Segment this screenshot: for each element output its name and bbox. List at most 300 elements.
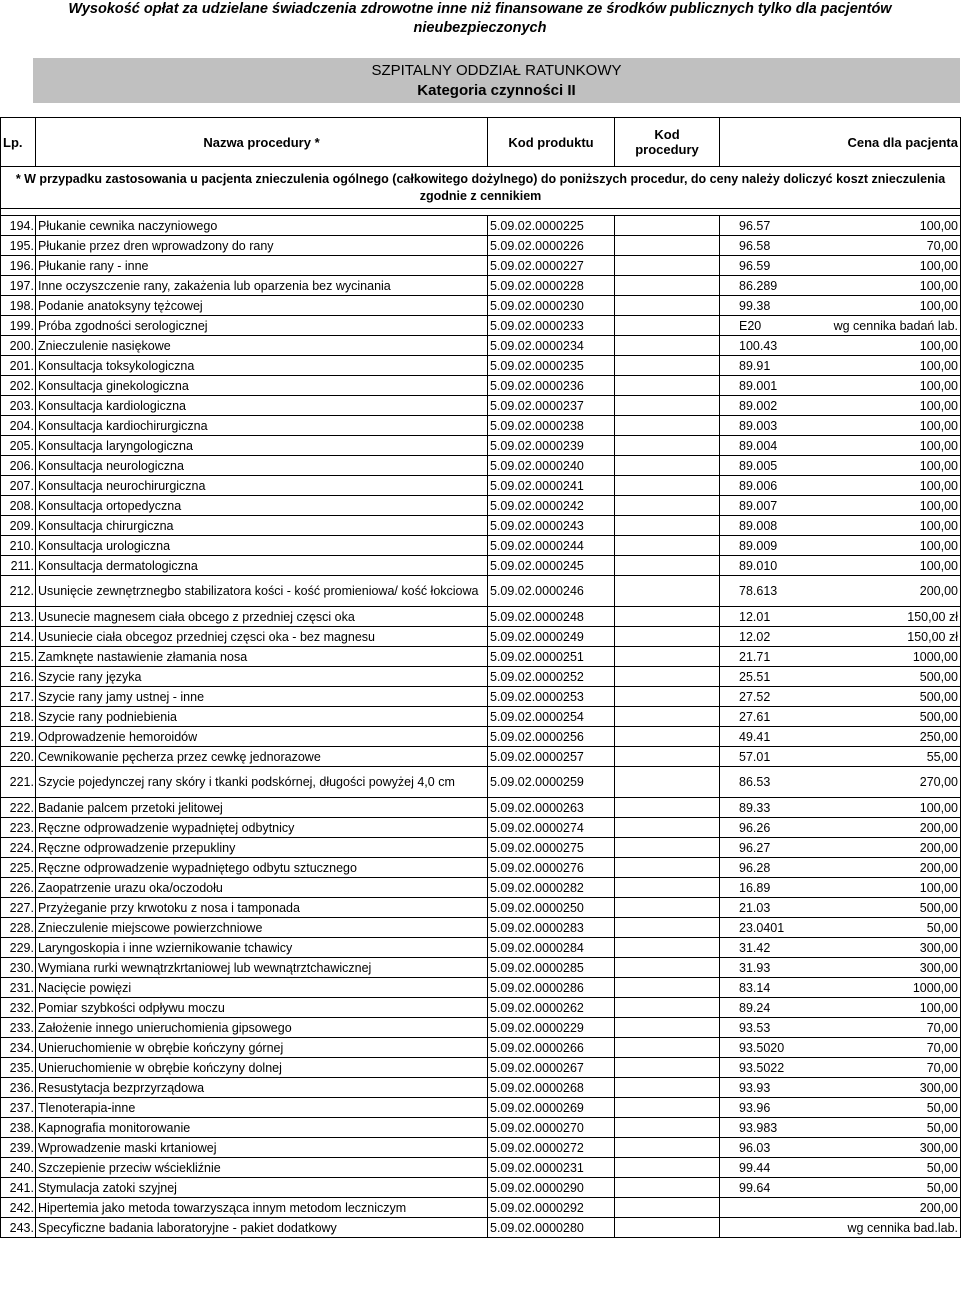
price-table [0, 117, 960, 1238]
row-price: 50,00 [720, 1118, 961, 1138]
row-product-code: 5.09.02.0000235 [488, 356, 615, 376]
table-row [1, 767, 961, 798]
table-row [1, 296, 961, 316]
row-product-code: 5.09.02.0000276 [488, 858, 615, 878]
row-procedure-code: 57.01 [615, 747, 720, 767]
row-lp: 204. [1, 416, 36, 436]
row-lp: 238. [1, 1118, 36, 1138]
row-product-code: 5.09.02.0000246 [488, 576, 615, 607]
row-procedure-code: 96.03 [615, 1138, 720, 1158]
row-procedure-name: Konsultacja kardiologiczna [36, 396, 488, 416]
table-row [1, 978, 961, 998]
row-procedure-code: E20 [615, 316, 720, 336]
table-row [1, 556, 961, 576]
row-lp: 220. [1, 747, 36, 767]
row-price: 500,00 [720, 898, 961, 918]
row-procedure-name: Specyficzne badania laboratoryjne - pakiet dodatkowy [36, 1218, 488, 1238]
row-procedure-name: Znieczulenie miejscowe powierzchniowe [36, 918, 488, 938]
row-procedure-code: 100.43 [615, 336, 720, 356]
row-price: 70,00 [720, 1018, 961, 1038]
table-row [1, 898, 961, 918]
row-price: 200,00 [720, 1198, 961, 1218]
note-row [1, 167, 961, 209]
row-procedure-name: Konsultacja neurologiczna [36, 456, 488, 476]
table-row [1, 396, 961, 416]
row-product-code: 5.09.02.0000225 [488, 216, 615, 236]
row-procedure-code: 78.613 [615, 576, 720, 607]
row-procedure-code: 96.58 [615, 236, 720, 256]
row-procedure-name: Konsultacja ginekologiczna [36, 376, 488, 396]
row-product-code: 5.09.02.0000239 [488, 436, 615, 456]
table-row [1, 1058, 961, 1078]
row-procedure-name: Odprowadzenie hemoroidów [36, 727, 488, 747]
row-product-code: 5.09.02.0000228 [488, 276, 615, 296]
row-price: 100,00 [720, 798, 961, 818]
row-procedure-code: 83.14 [615, 978, 720, 998]
row-price: 50,00 [720, 1178, 961, 1198]
row-price: 300,00 [720, 1138, 961, 1158]
row-lp: 213. [1, 607, 36, 627]
row-procedure-code: 99.64 [615, 1178, 720, 1198]
table-row [1, 356, 961, 376]
table-row [1, 818, 961, 838]
row-price: wg cennika bad.lab. [720, 1218, 961, 1238]
table-row [1, 236, 961, 256]
row-procedure-name: Nacięcie powięzi [36, 978, 488, 998]
row-lp: 195. [1, 236, 36, 256]
row-lp: 197. [1, 276, 36, 296]
table-row [1, 647, 961, 667]
row-product-code: 5.09.02.0000254 [488, 707, 615, 727]
row-procedure-name: Ręczne odprowadzenie wypadniętego odbytu sztucznego [36, 858, 488, 878]
row-product-code: 5.09.02.0000290 [488, 1178, 615, 1198]
table-row [1, 456, 961, 476]
table-row [1, 918, 961, 938]
row-lp: 199. [1, 316, 36, 336]
row-procedure-name: Konsultacja urologiczna [36, 536, 488, 556]
table-row [1, 496, 961, 516]
row-procedure-name: Podanie anatoksyny tężcowej [36, 296, 488, 316]
row-lp: 209. [1, 516, 36, 536]
row-procedure-code: 93.983 [615, 1118, 720, 1138]
row-lp: 241. [1, 1178, 36, 1198]
row-price: 100,00 [720, 998, 961, 1018]
row-procedure-name: Ręczne odprowadzenie przepukliny [36, 838, 488, 858]
row-procedure-code: 89.33 [615, 798, 720, 818]
row-procedure-code: 89.91 [615, 356, 720, 376]
row-product-code: 5.09.02.0000227 [488, 256, 615, 276]
table-row [1, 707, 961, 727]
table-row [1, 667, 961, 687]
row-procedure-code: 27.61 [615, 707, 720, 727]
row-product-code: 5.09.02.0000268 [488, 1078, 615, 1098]
table-row [1, 576, 961, 607]
table-row [1, 476, 961, 496]
row-procedure-code: 89.008 [615, 516, 720, 536]
row-product-code: 5.09.02.0000272 [488, 1138, 615, 1158]
row-lp: 198. [1, 296, 36, 316]
row-product-code: 5.09.02.0000229 [488, 1018, 615, 1038]
row-procedure-code: 99.38 [615, 296, 720, 316]
row-lp: 221. [1, 767, 36, 798]
row-procedure-code: 31.93 [615, 958, 720, 978]
row-price: 100,00 [720, 256, 961, 276]
row-lp: 242. [1, 1198, 36, 1218]
row-lp: 196. [1, 256, 36, 276]
table-row [1, 858, 961, 878]
row-lp: 203. [1, 396, 36, 416]
row-product-code: 5.09.02.0000257 [488, 747, 615, 767]
row-price: 100,00 [720, 356, 961, 376]
table-row [1, 276, 961, 296]
table-row [1, 727, 961, 747]
row-procedure-name: Konsultacja kardiochirurgiczna [36, 416, 488, 436]
row-procedure-name: Konsultacja dermatologiczna [36, 556, 488, 576]
row-procedure-name: Konsultacja chirurgiczna [36, 516, 488, 536]
row-price: 100,00 [720, 216, 961, 236]
row-procedure-name: Wymiana rurki wewnątrzkrtaniowej lub wewnątrztchawicznej [36, 958, 488, 978]
table-row [1, 627, 961, 647]
row-procedure-code: 96.28 [615, 858, 720, 878]
row-procedure-name: Usunięcie zewnętrznegbo stabilizatora kości - kość promieniowa/ kość łokciowa [36, 576, 488, 607]
row-price: 100,00 [720, 416, 961, 436]
document-title-line-1: Wysokość opłat za udzielane świadczenia zdrowotne inne niż finansowane ze środków publicznych tylko dla pacjentów [68, 1, 892, 17]
row-procedure-name: Ręczne odprowadzenie wypadniętej odbytnicy [36, 818, 488, 838]
row-lp: 229. [1, 938, 36, 958]
row-product-code: 5.09.02.0000244 [488, 536, 615, 556]
row-product-code: 5.09.02.0000236 [488, 376, 615, 396]
row-procedure-code: 31.42 [615, 938, 720, 958]
row-procedure-code: 93.53 [615, 1018, 720, 1038]
table-row [1, 216, 961, 236]
row-product-code: 5.09.02.0000226 [488, 236, 615, 256]
row-procedure-name: Pomiar szybkości odpływu moczu [36, 998, 488, 1018]
row-procedure-name: Szycie rany jamy ustnej - inne [36, 687, 488, 707]
row-product-code: 5.09.02.0000274 [488, 818, 615, 838]
table-row [1, 516, 961, 536]
row-lp: 210. [1, 536, 36, 556]
row-procedure-code: 86.53 [615, 767, 720, 798]
row-product-code: 5.09.02.0000269 [488, 1098, 615, 1118]
row-product-code: 5.09.02.0000233 [488, 316, 615, 336]
row-procedure-name: Konsultacja toksykologiczna [36, 356, 488, 376]
table-row [1, 1138, 961, 1158]
row-procedure-code: 89.004 [615, 436, 720, 456]
row-lp: 231. [1, 978, 36, 998]
row-product-code: 5.09.02.0000237 [488, 396, 615, 416]
header-procedure-code-line-1: Kod [654, 127, 680, 142]
row-price: 100,00 [720, 436, 961, 456]
row-procedure-name: Znieczulenie nasiękowe [36, 336, 488, 356]
row-product-code: 5.09.02.0000241 [488, 476, 615, 496]
row-product-code: 5.09.02.0000275 [488, 838, 615, 858]
row-lp: 211. [1, 556, 36, 576]
table-row [1, 938, 961, 958]
row-product-code: 5.09.02.0000270 [488, 1118, 615, 1138]
row-procedure-name: Założenie innego unieruchomienia gipsowego [36, 1018, 488, 1038]
row-product-code: 5.09.02.0000262 [488, 998, 615, 1018]
row-price: 200,00 [720, 838, 961, 858]
row-price: 200,00 [720, 818, 961, 838]
row-price: 100,00 [720, 296, 961, 316]
row-product-code: 5.09.02.0000238 [488, 416, 615, 436]
row-lp: 237. [1, 1098, 36, 1118]
row-price: 500,00 [720, 667, 961, 687]
table-row [1, 1198, 961, 1218]
row-procedure-code: 89.003 [615, 416, 720, 436]
table-row [1, 747, 961, 767]
row-price: 200,00 [720, 576, 961, 607]
row-procedure-name: Szycie rany podniebienia [36, 707, 488, 727]
row-product-code: 5.09.02.0000267 [488, 1058, 615, 1078]
row-procedure-code [615, 1198, 720, 1218]
row-product-code: 5.09.02.0000234 [488, 336, 615, 356]
row-lp: 214. [1, 627, 36, 647]
row-lp: 194. [1, 216, 36, 236]
row-procedure-code: 89.006 [615, 476, 720, 496]
row-price: 100,00 [720, 556, 961, 576]
table-row [1, 1038, 961, 1058]
row-product-code: 5.09.02.0000266 [488, 1038, 615, 1058]
spacer-row [1, 209, 961, 216]
row-procedure-name: Resustytacja bezprzyrządowa [36, 1078, 488, 1098]
row-price: 100,00 [720, 496, 961, 516]
table-row [1, 1218, 961, 1238]
table-row [1, 687, 961, 707]
row-procedure-code: 96.27 [615, 838, 720, 858]
row-price: 100,00 [720, 276, 961, 296]
row-procedure-code: 93.5020 [615, 1038, 720, 1058]
row-procedure-name: Unieruchomienie w obrębie kończyny dolnej [36, 1058, 488, 1078]
row-lp: 228. [1, 918, 36, 938]
row-lp: 200. [1, 336, 36, 356]
spacer-cell [1, 209, 961, 216]
row-procedure-code: 93.5022 [615, 1058, 720, 1078]
row-product-code: 5.09.02.0000231 [488, 1158, 615, 1178]
table-row [1, 416, 961, 436]
row-procedure-name: Próba zgodności serologicznej [36, 316, 488, 336]
row-procedure-name: Konsultacja ortopedyczna [36, 496, 488, 516]
table-row [1, 838, 961, 858]
row-product-code: 5.09.02.0000252 [488, 667, 615, 687]
row-price: 100,00 [720, 396, 961, 416]
row-procedure-name: Stymulacja zatoki szyjnej [36, 1178, 488, 1198]
row-procedure-name: Konsultacja laryngologiczna [36, 436, 488, 456]
table-row [1, 1158, 961, 1178]
table-row [1, 256, 961, 276]
row-procedure-code: 96.26 [615, 818, 720, 838]
row-procedure-code: 89.24 [615, 998, 720, 1018]
row-lp: 212. [1, 576, 36, 607]
row-product-code: 5.09.02.0000284 [488, 938, 615, 958]
header-procedure-code [615, 118, 720, 167]
row-procedure-code: 89.010 [615, 556, 720, 576]
row-product-code: 5.09.02.0000259 [488, 767, 615, 798]
section-category: Kategoria czynności II [417, 82, 576, 99]
table-row [1, 1018, 961, 1038]
row-procedure-name: Zamknęte nastawienie złamania nosa [36, 647, 488, 667]
header-lp: Lp. [1, 118, 36, 167]
table-row [1, 878, 961, 898]
row-price: 1000,00 [720, 978, 961, 998]
row-procedure-name: Tlenoterapia-inne [36, 1098, 488, 1118]
row-price: 50,00 [720, 1158, 961, 1178]
row-procedure-name: Zaopatrzenie urazu oka/oczodołu [36, 878, 488, 898]
row-price: 500,00 [720, 707, 961, 727]
table-row [1, 1118, 961, 1138]
row-lp: 232. [1, 998, 36, 1018]
section-banner [33, 58, 960, 103]
row-lp: 233. [1, 1018, 36, 1038]
row-lp: 225. [1, 858, 36, 878]
row-price: 1000,00 [720, 647, 961, 667]
row-lp: 216. [1, 667, 36, 687]
row-procedure-code: 89.002 [615, 396, 720, 416]
row-lp: 243. [1, 1218, 36, 1238]
table-row [1, 536, 961, 556]
document-title [0, 0, 960, 38]
row-price: 100,00 [720, 336, 961, 356]
row-procedure-code: 49.41 [615, 727, 720, 747]
row-procedure-code: 96.57 [615, 216, 720, 236]
row-procedure-code: 89.007 [615, 496, 720, 516]
row-product-code: 5.09.02.0000280 [488, 1218, 615, 1238]
row-procedure-name: Przyżeganie przy krwotoku z nosa i tamponada [36, 898, 488, 918]
row-price: 250,00 [720, 727, 961, 747]
row-price: 270,00 [720, 767, 961, 798]
table-row [1, 336, 961, 356]
row-procedure-code [615, 1218, 720, 1238]
document-title-line-2: nieubezpieczonych [413, 20, 547, 36]
row-product-code: 5.09.02.0000249 [488, 627, 615, 647]
table-row [1, 607, 961, 627]
row-price: 70,00 [720, 1038, 961, 1058]
row-procedure-name: Płukanie rany - inne [36, 256, 488, 276]
row-procedure-code: 16.89 [615, 878, 720, 898]
row-price: 300,00 [720, 1078, 961, 1098]
row-product-code: 5.09.02.0000242 [488, 496, 615, 516]
row-product-code: 5.09.02.0000250 [488, 898, 615, 918]
row-procedure-name: Laryngoskopia i inne wziernikowanie tchawicy [36, 938, 488, 958]
row-lp: 235. [1, 1058, 36, 1078]
row-product-code: 5.09.02.0000230 [488, 296, 615, 316]
row-lp: 202. [1, 376, 36, 396]
row-procedure-name: Szycie pojedynczej rany skóry i tkanki podskórnej, długości powyżej 4,0 cm [36, 767, 488, 798]
anesthesia-note: * W przypadku zastosowania u pacjenta znieczulenia ogólnego (całkowitego dożylnego) do poniższych procedur, do ceny należy doliczyć koszt znieczulenia zgodnie z cennikiem [1, 167, 961, 209]
row-price: 200,00 [720, 858, 961, 878]
table-header-row [1, 118, 961, 167]
table-row [1, 958, 961, 978]
header-price: Cena dla pacjenta [720, 118, 961, 167]
row-lp: 224. [1, 838, 36, 858]
row-product-code: 5.09.02.0000253 [488, 687, 615, 707]
row-procedure-code: 23.0401 [615, 918, 720, 938]
row-product-code: 5.09.02.0000245 [488, 556, 615, 576]
row-price: 100,00 [720, 476, 961, 496]
row-procedure-name: Cewnikowanie pęcherza przez cewkę jednorazowe [36, 747, 488, 767]
row-lp: 208. [1, 496, 36, 516]
row-procedure-code: 25.51 [615, 667, 720, 687]
row-procedure-code: 96.59 [615, 256, 720, 276]
section-name: SZPITALNY ODDZIAŁ RATUNKOWY [371, 62, 622, 79]
row-procedure-code: 27.52 [615, 687, 720, 707]
row-procedure-code: 89.001 [615, 376, 720, 396]
row-price: 50,00 [720, 918, 961, 938]
row-price: 100,00 [720, 376, 961, 396]
table-row [1, 376, 961, 396]
row-product-code: 5.09.02.0000283 [488, 918, 615, 938]
row-lp: 236. [1, 1078, 36, 1098]
row-procedure-name: Usuniecie ciała obcegoz przedniej częsci oka - bez magnesu [36, 627, 488, 647]
row-price: 500,00 [720, 687, 961, 707]
table-row [1, 1098, 961, 1118]
row-price: 300,00 [720, 938, 961, 958]
row-procedure-code: 21.71 [615, 647, 720, 667]
row-procedure-code: 21.03 [615, 898, 720, 918]
row-product-code: 5.09.02.0000248 [488, 607, 615, 627]
row-product-code: 5.09.02.0000282 [488, 878, 615, 898]
row-procedure-name: Kapnografia monitorowanie [36, 1118, 488, 1138]
row-procedure-code: 99.44 [615, 1158, 720, 1178]
row-procedure-code: 89.005 [615, 456, 720, 476]
row-procedure-code: 93.93 [615, 1078, 720, 1098]
row-product-code: 5.09.02.0000240 [488, 456, 615, 476]
row-price: 150,00 zł [720, 607, 961, 627]
table-row [1, 1178, 961, 1198]
row-lp: 201. [1, 356, 36, 376]
row-procedure-name: Badanie palcem przetoki jelitowej [36, 798, 488, 818]
row-lp: 207. [1, 476, 36, 496]
header-procedure-code-line-2: procedury [635, 142, 699, 157]
row-lp: 223. [1, 818, 36, 838]
row-procedure-name: Inne oczyszczenie rany, zakażenia lub oparzenia bez wycinania [36, 276, 488, 296]
row-product-code: 5.09.02.0000286 [488, 978, 615, 998]
table-row [1, 998, 961, 1018]
row-product-code: 5.09.02.0000243 [488, 516, 615, 536]
row-lp: 215. [1, 647, 36, 667]
row-lp: 205. [1, 436, 36, 456]
row-lp: 217. [1, 687, 36, 707]
row-price: 50,00 [720, 1098, 961, 1118]
row-procedure-code: 12.02 [615, 627, 720, 647]
row-product-code: 5.09.02.0000251 [488, 647, 615, 667]
row-procedure-name: Usunecie magnesem ciała obcego z przedniej częsci oka [36, 607, 488, 627]
table-row [1, 1078, 961, 1098]
row-price: 150,00 zł [720, 627, 961, 647]
row-product-code: 5.09.02.0000285 [488, 958, 615, 978]
table-row [1, 316, 961, 336]
row-lp: 206. [1, 456, 36, 476]
row-procedure-name: Wprowadzenie maski krtaniowej [36, 1138, 488, 1158]
table-row [1, 798, 961, 818]
table-row [1, 436, 961, 456]
row-procedure-name: Hipertemia jako metoda towarzysząca innym metodom leczniczym [36, 1198, 488, 1218]
row-product-code: 5.09.02.0000256 [488, 727, 615, 747]
row-procedure-code: 93.96 [615, 1098, 720, 1118]
row-price: wg cennika badań lab. [720, 316, 961, 336]
row-lp: 230. [1, 958, 36, 978]
row-procedure-name: Konsultacja neurochirurgiczna [36, 476, 488, 496]
row-price: 100,00 [720, 456, 961, 476]
row-lp: 239. [1, 1138, 36, 1158]
row-price: 70,00 [720, 236, 961, 256]
row-lp: 234. [1, 1038, 36, 1058]
row-price: 300,00 [720, 958, 961, 978]
header-name: Nazwa procedury * [36, 118, 488, 167]
row-lp: 219. [1, 727, 36, 747]
row-lp: 240. [1, 1158, 36, 1178]
row-procedure-name: Szycie rany języka [36, 667, 488, 687]
